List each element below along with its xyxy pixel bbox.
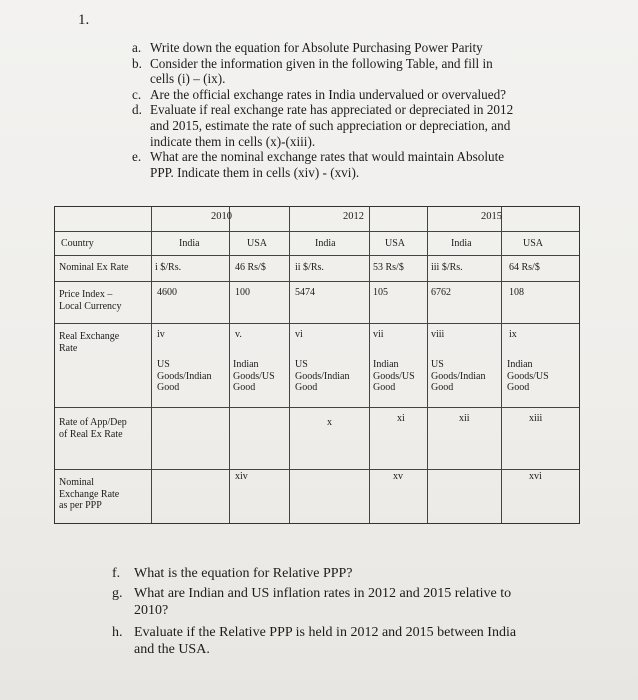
header-cell: USA xyxy=(247,238,268,249)
question-number: 1. xyxy=(78,12,90,28)
table-cell: ii $/Rs. xyxy=(295,262,324,273)
unit-cell: Indian Goods/US Good xyxy=(507,359,549,393)
header-cell: USA xyxy=(385,238,406,249)
question-label: g. xyxy=(112,585,123,601)
header-cell: USA xyxy=(523,238,544,249)
table-cell: x xyxy=(327,417,332,428)
table-cell: vii xyxy=(373,329,384,340)
table-divider xyxy=(55,407,579,408)
table-cell: 105 xyxy=(373,287,388,298)
table-cell: 53 Rs/$ xyxy=(373,262,404,273)
table-cell: v. xyxy=(235,329,242,340)
unit-cell: Indian Goods/US Good xyxy=(373,359,415,393)
question-text: Evaluate if real exchange rate has appreciated or depreciated in 2012 and 2015, estimate the rate of such appreciation or depreciation, and indicate them in cells (x)-(xiii). xyxy=(150,102,514,149)
row-label: Rate of App/Dep of Real Ex Rate xyxy=(59,417,127,440)
row-label: Price Index – Local Currency xyxy=(59,289,122,312)
question-text: What are Indian and US inflation rates in 2012 and 2015 relative to 2010? xyxy=(134,585,512,618)
question-list-b xyxy=(112,565,582,659)
table-cell: i $/Rs. xyxy=(155,262,182,273)
question-label: f. xyxy=(112,566,121,581)
table-cell: xiii xyxy=(529,413,543,424)
row-label: Real Exchange Rate xyxy=(59,331,120,354)
question-label: c. xyxy=(132,86,142,102)
question-list-a xyxy=(132,40,572,180)
row-label: Nominal Exchange Rate as per PPP xyxy=(59,477,120,511)
question-text: Evaluate if the Relative PPP is held in 2012 and 2015 between India and the USA. xyxy=(134,624,517,657)
question-d xyxy=(132,102,572,149)
table-cell: xii xyxy=(459,413,470,424)
header-cell: India xyxy=(179,238,200,249)
question-c xyxy=(132,87,572,103)
question-label: a. xyxy=(132,40,142,55)
question-g xyxy=(112,585,582,620)
header-cell: Country xyxy=(61,238,94,249)
question-b xyxy=(132,56,572,87)
table-divider xyxy=(55,281,579,282)
table-cell: ix xyxy=(509,329,517,340)
unit-cell: US Goods/Indian Good xyxy=(295,359,350,393)
table-cell: viii xyxy=(431,329,445,340)
unit-cell: US Goods/Indian Good xyxy=(431,359,486,393)
row-label: Nominal Ex Rate xyxy=(59,262,129,273)
table-cell: 5474 xyxy=(295,287,315,298)
question-text: Write down the equation for Absolute Purchasing Power Parity xyxy=(150,40,483,55)
question-h xyxy=(112,624,582,659)
unit-cell: Indian Goods/US Good xyxy=(233,359,275,393)
table-cell: 64 Rs/$ xyxy=(509,262,540,273)
table-cell: 4600 xyxy=(157,287,177,298)
question-e xyxy=(132,149,572,180)
ppp-table xyxy=(54,206,580,524)
year-header: 2015 xyxy=(481,211,502,222)
table-cell: 46 Rs/$ xyxy=(235,262,266,273)
question-text: Consider the information given in the following Table, and fill in cells (i) – (ix). xyxy=(150,55,493,87)
question-text: Are the official exchange rates in India undervalued or overvalued? xyxy=(150,86,507,102)
year-header: 2012 xyxy=(343,211,364,222)
table-cell: xv xyxy=(393,471,403,482)
table-cell: 108 xyxy=(509,287,524,298)
table-cell: xi xyxy=(397,413,405,424)
year-header: 2010 xyxy=(211,211,232,222)
question-text: What is the equation for Relative PPP? xyxy=(134,566,353,581)
table-cell: iii $/Rs. xyxy=(431,262,463,273)
table-cell: vi xyxy=(295,329,303,340)
header-cell: India xyxy=(451,238,472,249)
table-cell: xvi xyxy=(529,471,542,482)
table-divider xyxy=(55,255,579,256)
table-divider xyxy=(55,323,579,324)
question-f xyxy=(112,565,582,583)
table-divider xyxy=(55,231,579,232)
table-cell: 6762 xyxy=(431,287,451,298)
table-cell: 100 xyxy=(235,287,250,298)
header-cell: India xyxy=(315,238,336,249)
question-a xyxy=(132,40,572,56)
question-text: What are the nominal exchange rates that would maintain Absolute PPP. Indicate them in cells (xiv) - (xvi). xyxy=(150,149,505,180)
unit-cell: US Goods/Indian Good xyxy=(157,359,212,393)
question-label: e. xyxy=(132,149,142,165)
question-label: d. xyxy=(132,102,142,118)
question-label: h. xyxy=(112,624,123,640)
question-label: b. xyxy=(132,55,142,71)
table-divider xyxy=(55,469,579,470)
table-cell: xiv xyxy=(235,471,248,482)
table-cell: iv xyxy=(157,329,165,340)
